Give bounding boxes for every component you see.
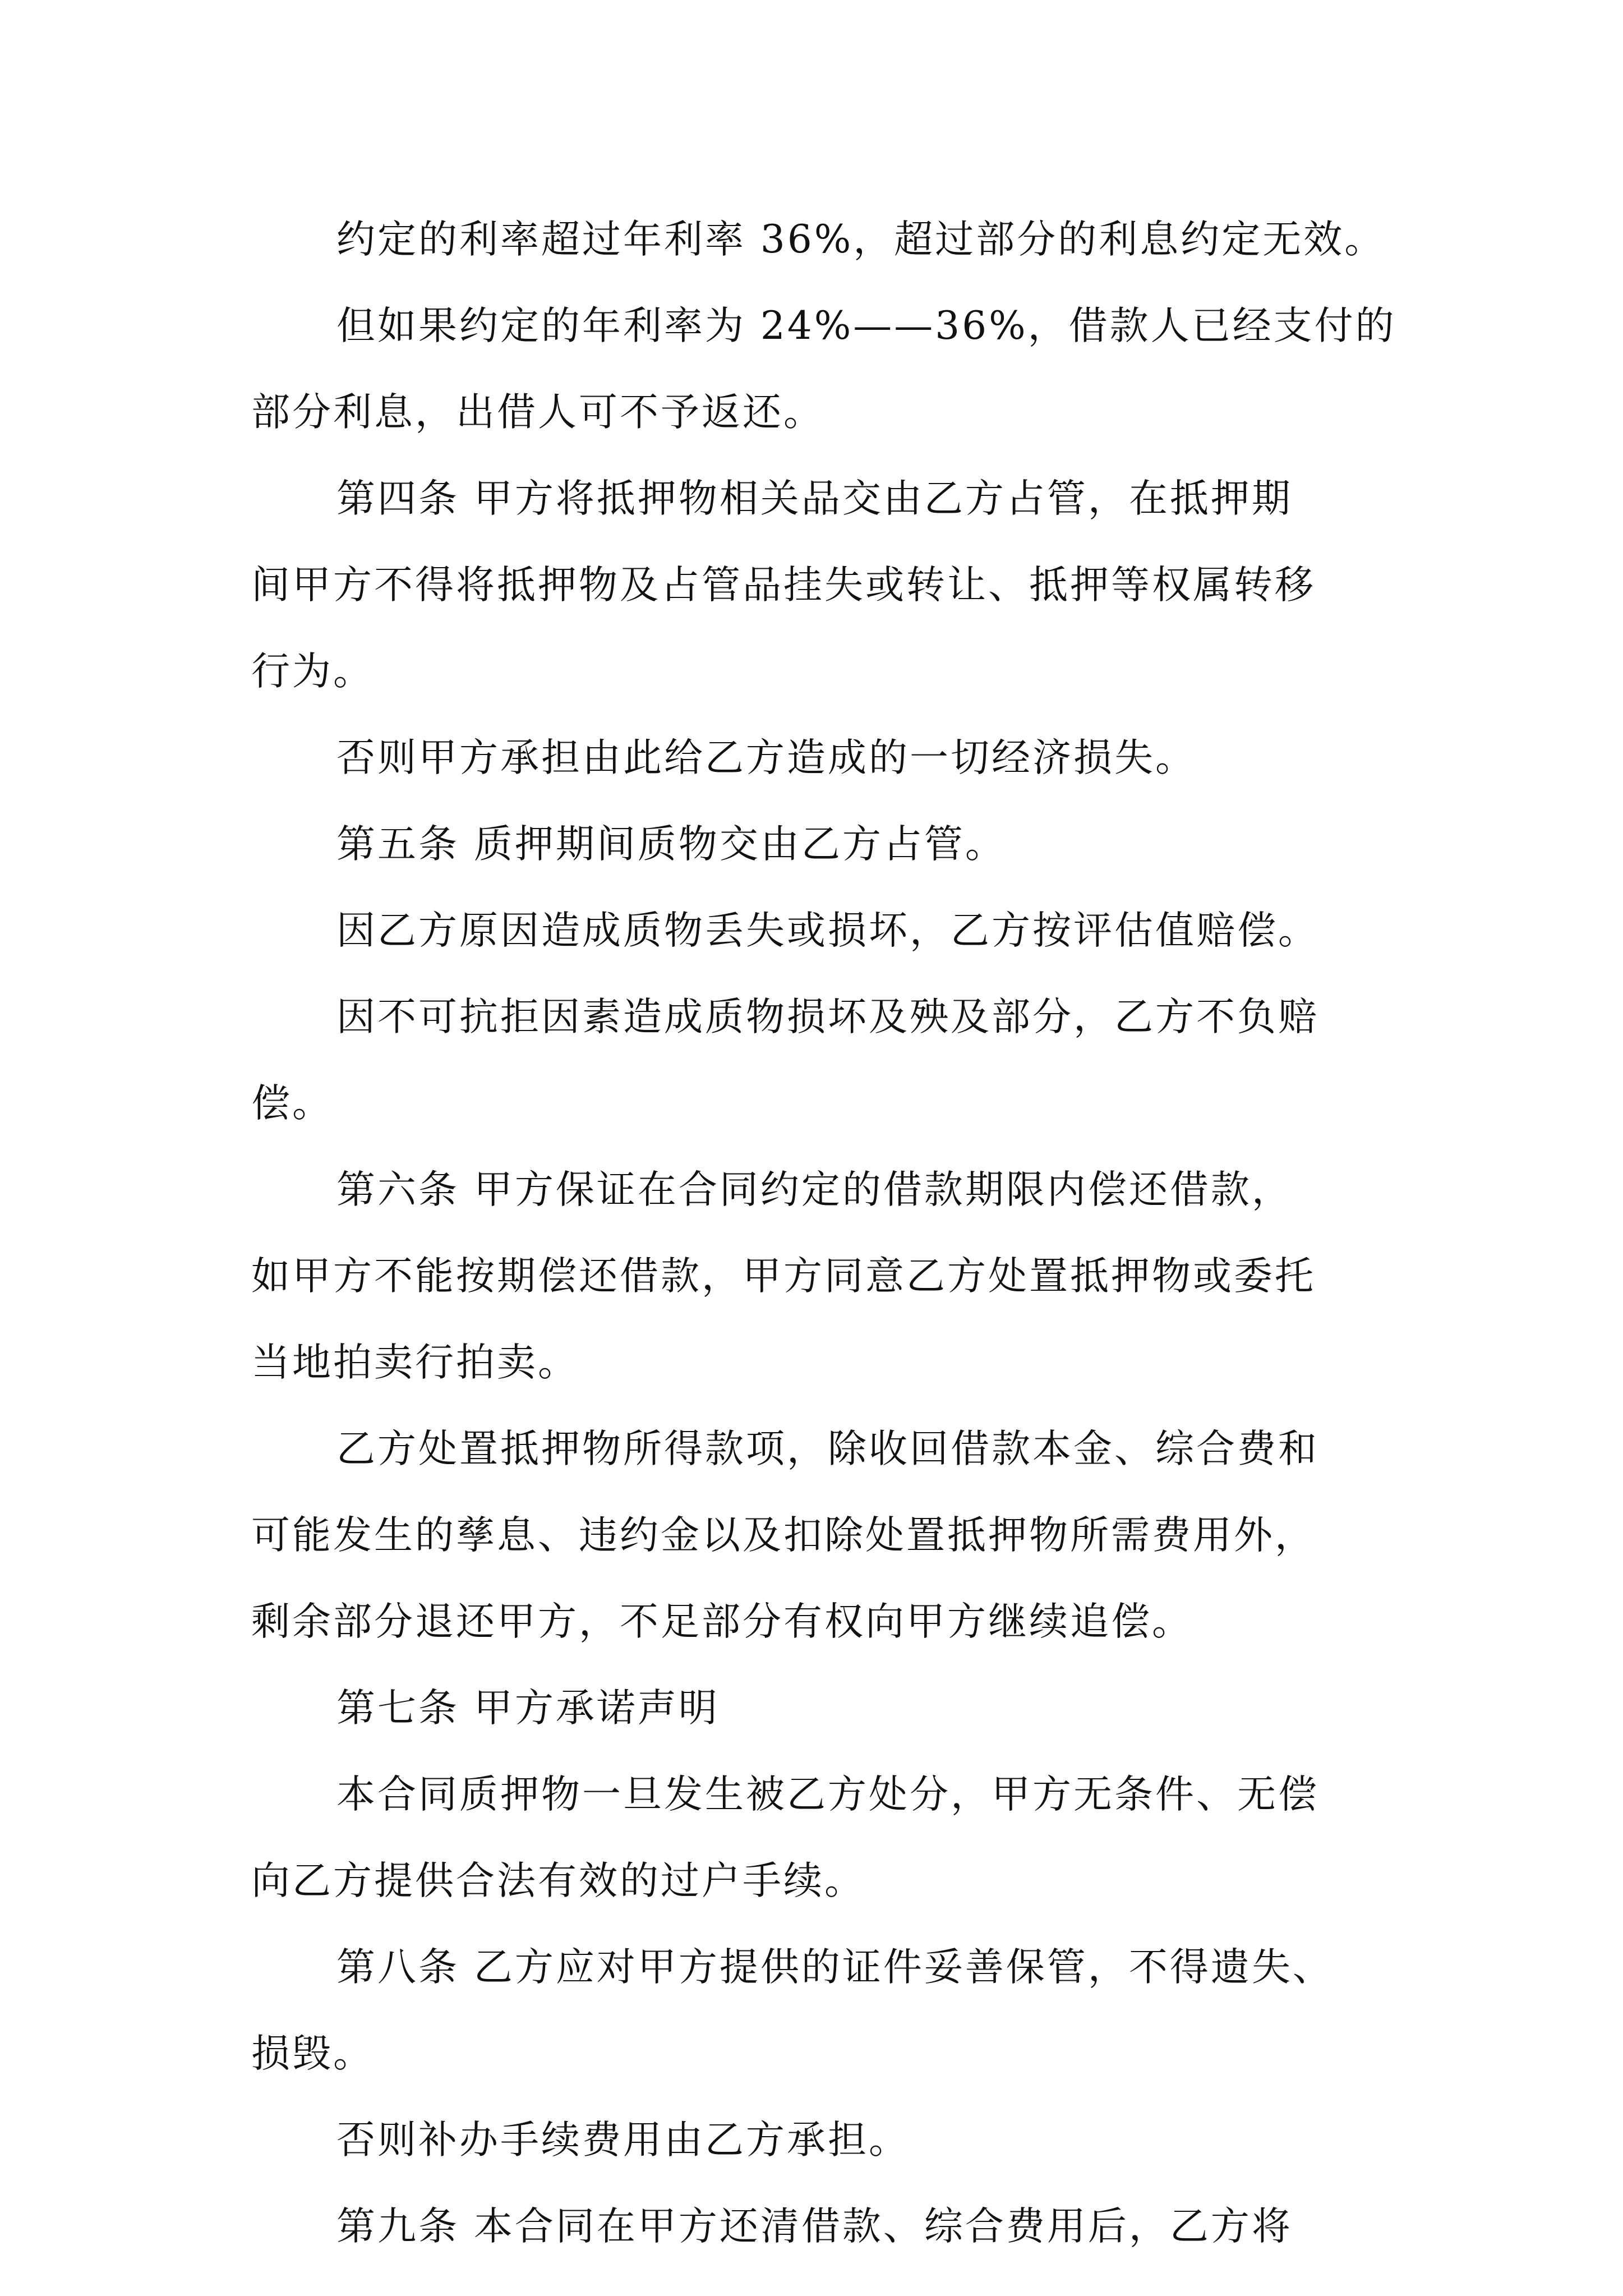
text-line: 本合同质押物一旦发生被乙方处分，甲方无条件、无偿 xyxy=(336,1772,1319,1817)
text-line: 第九条 本合同在甲方还清借款、综合费用后，乙方将 xyxy=(336,2204,1293,2249)
text-line: 偿。 xyxy=(251,1081,333,1126)
text-line: 行为。 xyxy=(251,649,374,694)
text-line: 乙方处置抵押物所得款项，除收回借款本金、综合费和 xyxy=(336,1427,1319,1471)
text-line: 第八条 乙方应对甲方提供的证件妥善保管，不得遗失、 xyxy=(336,1945,1334,1990)
text-line: 第七条 甲方承诺声明 xyxy=(336,1686,720,1731)
text-line: 部分利息，出借人可不予返还。 xyxy=(251,390,824,435)
text-line: 间甲方不得将抵押物及占管品挂失或转让、抵押等权属转移 xyxy=(251,563,1316,608)
text-line: 剩余部分退还甲方，不足部分有权向甲方继续追偿。 xyxy=(251,1599,1193,1644)
text-line: 但如果约定的年利率为 24%——36%，借款人已经支付的 xyxy=(336,303,1396,348)
text-line: 如甲方不能按期偿还借款，甲方同意乙方处置抵押物或委托 xyxy=(251,1254,1316,1299)
text-line: 第五条 质押期间质物交由乙方占管。 xyxy=(336,822,1006,867)
text-line: 因乙方原因造成质物丢失或损坏，乙方按评估值赔偿。 xyxy=(336,908,1319,953)
text-line: 可能发生的孳息、违约金以及扣除处置抵押物所需费用外， xyxy=(251,1513,1316,1558)
text-line: 损毁。 xyxy=(251,2031,374,2076)
text-line: 第六条 甲方保证在合同约定的借款期限内偿还借款， xyxy=(336,1167,1293,1212)
text-line: 第四条 甲方将抵押物相关品交由乙方占管，在抵押期 xyxy=(336,476,1293,521)
text-line: 否则甲方承担由此给乙方造成的一切经济损失。 xyxy=(336,735,1196,780)
text-line: 向乙方提供合法有效的过户手续。 xyxy=(251,1858,865,1903)
document-body xyxy=(251,196,1396,2270)
text-line: 约定的利率超过年利率 36%，超过部分的利息约定无效。 xyxy=(336,217,1386,262)
text-line: 当地拍卖行拍卖。 xyxy=(251,1340,579,1385)
text-line: 因不可抗拒因素造成质物损坏及殃及部分，乙方不负赔 xyxy=(336,995,1319,1039)
text-line: 否则补办手续费用由乙方承担。 xyxy=(336,2118,910,2162)
